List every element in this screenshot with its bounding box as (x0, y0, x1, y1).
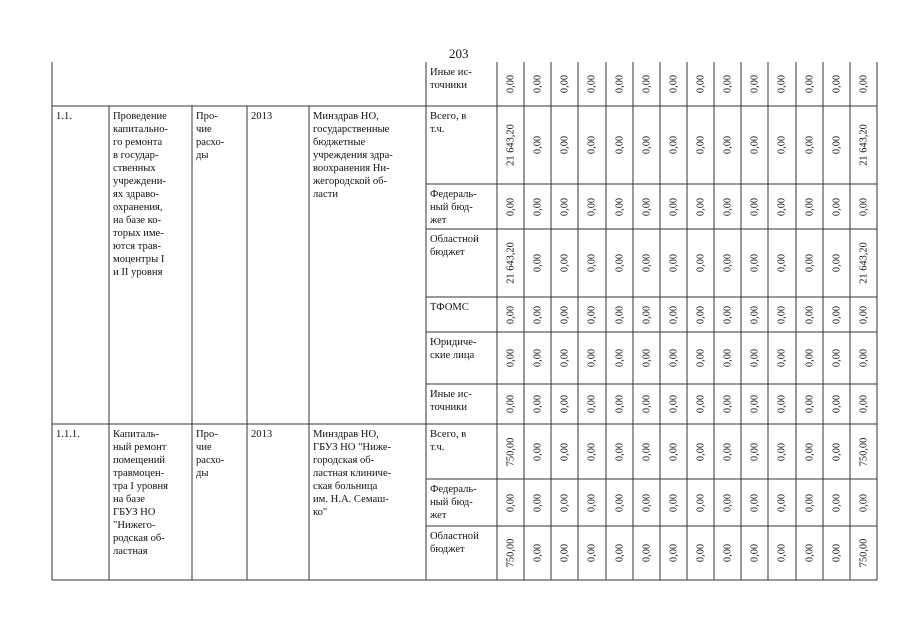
value-cell: 0,00 (532, 394, 543, 414)
value-cell: 0,00 (776, 348, 788, 368)
value-cell: 0,00 (532, 135, 543, 155)
value-cell: 0,00 (722, 394, 733, 414)
value-cell: 0,00 (722, 305, 733, 324)
funding-source: Иные ис- точники (430, 67, 472, 91)
value-cell: 0,00 (559, 543, 570, 563)
executor: Минздрав НО, ГБУЗ НО "Ниже- городская об- ластная клиниче- ская больница им. Н.А. Семаш- ко" (313, 429, 392, 518)
value-cell: 0,00 (641, 135, 652, 155)
funding-source: Областной бюджет (430, 531, 479, 555)
value-cell: 0,00 (695, 493, 706, 512)
value-cell: 0,00 (641, 197, 652, 216)
value-cell: 0,00 (722, 253, 733, 273)
value-cell: 0,00 (776, 305, 788, 324)
value-cell: 0,00 (668, 135, 679, 155)
value-cell: 0,00 (695, 348, 706, 368)
item-name: Проведение капитально- го ремонта в государ- ственных учреждени- ях здраво- охранения, на базе ко- торых име- ются трав- моцентры I и II уровня (113, 111, 169, 278)
value-cell: 0,00 (668, 305, 679, 324)
value-cell: 0,00 (831, 253, 842, 273)
value-cell: 0,00 (586, 197, 598, 216)
value-cell: 750,00 (858, 437, 869, 466)
value-cell: 0,00 (749, 543, 760, 563)
value-cell: 0,00 (532, 74, 543, 94)
value-cell: 0,00 (586, 442, 598, 461)
value-cell: 0,00 (668, 74, 679, 94)
item-name: Капиталь- ный ремонт помещений травмоцен- тра I уровня на базе ГБУЗ НО "Нижего- родская об- ластная (113, 429, 169, 557)
value-cell: 0,00 (695, 394, 706, 414)
value-cell: 0,00 (614, 493, 625, 512)
value-cell: 0,00 (505, 493, 516, 512)
value-cell: 0,00 (695, 442, 706, 461)
value-cell: 0,00 (532, 442, 543, 461)
item-year: 2013 (251, 111, 273, 122)
value-cell: 0,00 (831, 135, 842, 155)
value-cell: 0,00 (559, 348, 570, 368)
value-cell: 0,00 (722, 543, 733, 563)
value-cell: 0,00 (614, 253, 625, 273)
value-cell: 0,00 (695, 305, 706, 324)
value-cell: 0,00 (804, 253, 815, 273)
value-cell: 0,00 (749, 74, 760, 94)
value-cell: 0,00 (749, 135, 760, 155)
value-cell: 0,00 (776, 394, 788, 414)
item-number: 1.1.1. (56, 429, 80, 440)
value-cell: 0,00 (586, 543, 598, 563)
value-cell: 0,00 (695, 74, 706, 94)
value-cell: 0,00 (641, 74, 652, 94)
value-cell: 0,00 (695, 135, 706, 155)
item-year: 2013 (251, 429, 273, 440)
value-cell: 0,00 (722, 197, 733, 216)
value-cell: 0,00 (858, 394, 869, 414)
value-cell: 0,00 (668, 442, 679, 461)
value-cell: 21 643,20 (858, 124, 869, 166)
value-cell: 0,00 (641, 253, 652, 273)
value-cell: 0,00 (614, 74, 625, 94)
value-cell: 0,00 (614, 394, 625, 414)
value-cell: 0,00 (804, 493, 815, 512)
value-cell: 0,00 (532, 348, 543, 368)
funding-source: Всего, в т.ч. (430, 429, 467, 453)
value-cell: 0,00 (831, 305, 842, 324)
funding-source: Юридиче- ские лица (430, 337, 477, 361)
value-cell: 0,00 (668, 543, 679, 563)
value-cell: 750,00 (858, 538, 869, 568)
funding-source: ТФОМС (430, 302, 469, 313)
value-cell: 0,00 (532, 543, 543, 563)
page-number: 203 (449, 46, 469, 61)
value-cell: 0,00 (776, 493, 788, 512)
value-cell: 0,00 (641, 394, 652, 414)
value-cell: 0,00 (668, 348, 679, 368)
value-cell: 0,00 (695, 543, 706, 563)
value-cell: 0,00 (532, 197, 543, 216)
value-cell: 0,00 (668, 394, 679, 414)
value-cell: 0,00 (858, 493, 869, 512)
funding-source: Областной бюджет (430, 234, 479, 258)
expense-type: Про- чие расхо- ды (196, 111, 225, 161)
value-cell: 0,00 (559, 394, 570, 414)
value-cell: 0,00 (614, 305, 625, 324)
value-cell: 0,00 (559, 253, 570, 273)
value-cell: 750,00 (505, 437, 516, 466)
value-cell: 0,00 (586, 493, 598, 512)
value-cell: 0,00 (831, 197, 842, 216)
value-cell: 0,00 (776, 197, 788, 216)
value-cell: 0,00 (668, 197, 679, 216)
value-cell: 0,00 (804, 305, 815, 324)
value-cell: 0,00 (722, 493, 733, 512)
value-cell: 0,00 (641, 543, 652, 563)
value-cell: 0,00 (776, 253, 788, 273)
value-cell: 0,00 (722, 135, 733, 155)
value-cell: 0,00 (559, 74, 570, 94)
value-cell: 0,00 (559, 493, 570, 512)
value-cell: 0,00 (641, 348, 652, 368)
value-cell: 0,00 (722, 74, 733, 94)
value-cell: 0,00 (804, 135, 815, 155)
value-cell: 0,00 (858, 305, 869, 324)
value-cell: 0,00 (695, 253, 706, 273)
value-cell: 0,00 (505, 305, 516, 324)
value-cell: 0,00 (804, 543, 815, 563)
value-cell: 0,00 (614, 135, 625, 155)
value-cell: 0,00 (695, 197, 706, 216)
value-cell: 0,00 (776, 135, 788, 155)
value-cell: 0,00 (858, 348, 869, 368)
value-cell: 0,00 (559, 305, 570, 324)
value-cell: 0,00 (532, 253, 543, 273)
value-cell: 0,00 (559, 135, 570, 155)
value-cell: 0,00 (804, 394, 815, 414)
value-cell: 0,00 (722, 442, 733, 461)
value-cell: 0,00 (641, 305, 652, 324)
value-cell: 0,00 (804, 348, 815, 368)
value-cell: 0,00 (614, 348, 625, 368)
executor: Минздрав НО, государственные бюджетные учреждения здра- воохранения Ни- жегородской об- ласти (313, 111, 393, 200)
value-cell: 0,00 (749, 394, 760, 414)
funding-source: Всего, в т.ч. (430, 111, 467, 135)
value-cell: 0,00 (505, 74, 516, 94)
value-cell: 0,00 (804, 74, 815, 94)
value-cell: 0,00 (586, 305, 598, 324)
value-cell: 0,00 (614, 197, 625, 216)
value-cell: 0,00 (776, 543, 788, 563)
value-cell: 0,00 (831, 493, 842, 512)
value-cell: 0,00 (776, 442, 788, 461)
value-cell: 0,00 (749, 348, 760, 368)
item-number: 1.1. (56, 111, 72, 122)
value-cell: 0,00 (804, 197, 815, 216)
value-cell: 0,00 (804, 442, 815, 461)
value-cell: 0,00 (831, 442, 842, 461)
value-cell: 0,00 (831, 348, 842, 368)
value-cell: 0,00 (831, 74, 842, 94)
value-cell: 0,00 (722, 348, 733, 368)
value-cell: 0,00 (586, 394, 598, 414)
value-cell: 0,00 (668, 493, 679, 512)
value-cell: 0,00 (831, 543, 842, 563)
funding-source: Федераль- ный бюд- жет (430, 189, 477, 226)
value-cell: 0,00 (559, 197, 570, 216)
value-cell: 0,00 (749, 442, 760, 461)
funding-source: Федераль- ный бюд- жет (430, 484, 477, 521)
value-cell: 0,00 (641, 442, 652, 461)
value-cell: 0,00 (641, 493, 652, 512)
value-cell: 0,00 (559, 442, 570, 461)
value-cell: 0,00 (586, 253, 598, 273)
value-cell: 0,00 (858, 74, 869, 94)
value-cell: 0,00 (776, 74, 788, 94)
value-cell: 0,00 (614, 543, 625, 563)
value-cell: 0,00 (749, 305, 760, 324)
value-cell: 21 643,20 (505, 242, 516, 284)
value-cell: 0,00 (586, 135, 598, 155)
value-cell: 21 643,20 (505, 124, 516, 166)
value-cell: 0,00 (532, 305, 543, 324)
value-cell: 0,00 (586, 348, 598, 368)
value-cell: 0,00 (749, 197, 760, 216)
funding-source: Иные ис- точники (430, 389, 472, 413)
expense-type: Про- чие расхо- ды (196, 429, 225, 479)
value-cell: 0,00 (668, 253, 679, 273)
value-cell: 0,00 (858, 197, 869, 216)
value-cell: 0,00 (586, 74, 598, 94)
value-cell: 0,00 (505, 197, 516, 216)
value-cell: 0,00 (831, 394, 842, 414)
value-cell: 750,00 (505, 538, 516, 568)
value-cell: 0,00 (749, 493, 760, 512)
value-cell: 0,00 (614, 442, 625, 461)
value-cell: 0,00 (505, 394, 516, 414)
value-cell: 21 643,20 (858, 242, 869, 284)
value-cell: 0,00 (749, 253, 760, 273)
value-cell: 0,00 (532, 493, 543, 512)
value-cell: 0,00 (505, 348, 516, 368)
